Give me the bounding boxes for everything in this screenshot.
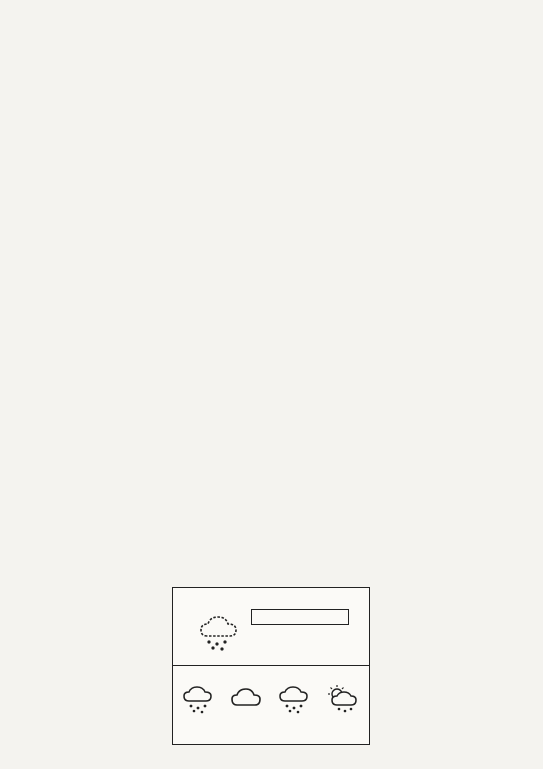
- rain-cloud-icon: [197, 612, 241, 652]
- sun-cloud-icon: [325, 684, 359, 714]
- rain-cloud-icon: [277, 684, 311, 714]
- weather-card: [172, 587, 370, 745]
- cloud-icon: [229, 684, 263, 714]
- rain-chance: [251, 609, 349, 625]
- divider: [173, 665, 369, 666]
- rain-cloud-icon: [181, 684, 215, 714]
